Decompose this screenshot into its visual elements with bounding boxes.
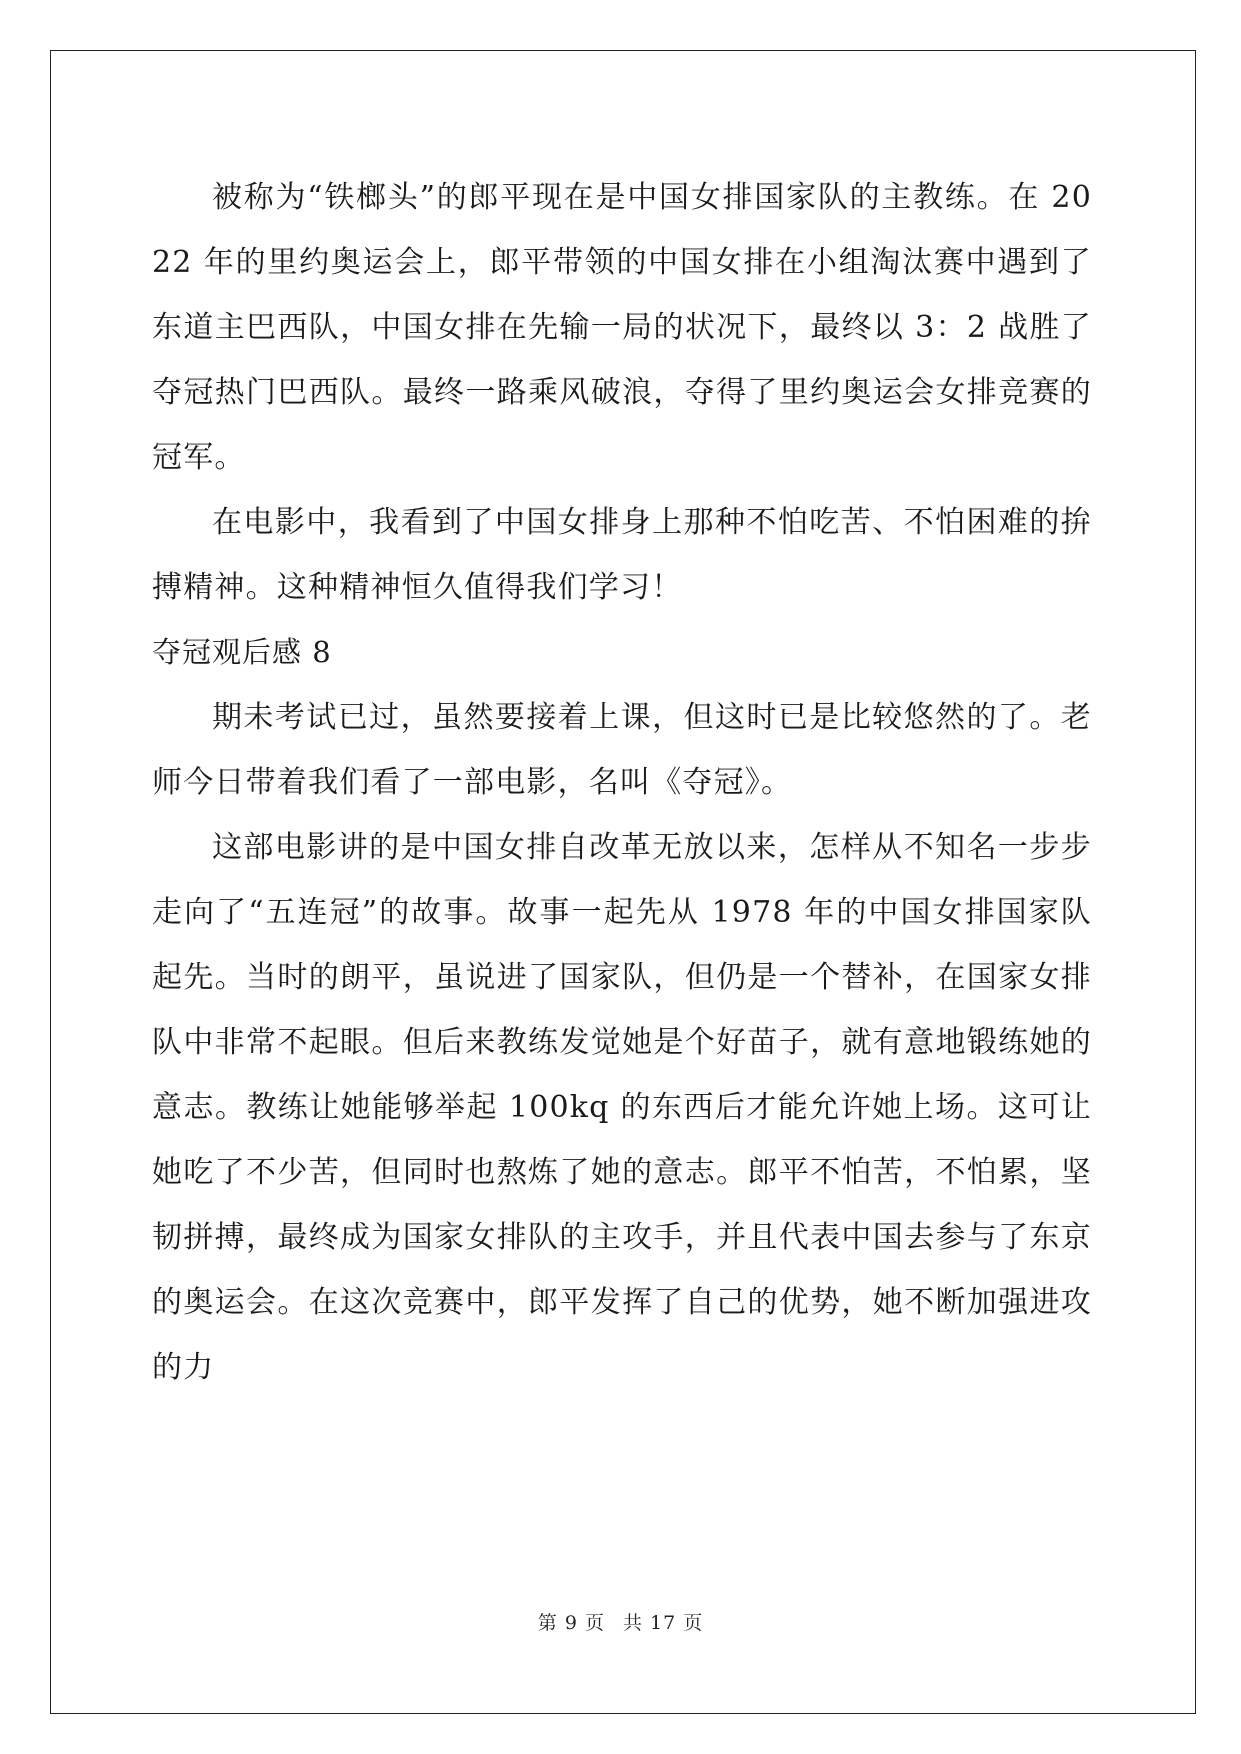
page-total: 共 17 页 [622,1612,704,1634]
document-body [152,165,1092,1400]
paragraph-movie-story: 这部电影讲的是中国女排自改革无放以来，怎样从不知名一步步走向了“五连冠”的故事。故事一起先从 1978 年的中国女排国家队起先。当时的朗平，虽说进了国家队，但仍是一个替补，在国家女排队中非常不起眼。但后来教练发觉她是个好苗子，就有意地锻练她的意志。教练让她能够举起 100kq 的东西后才能允许她上场。这可让她吃了不少苦，但同时也熬炼了她的意志。郎平不怕苦，不怕累，坚韧拼搏，最终成为国家女排队的主攻手，并且代表中国去参与了东京的奥运会。在这次竞赛中，郎平发挥了自己的优势，她不断加强进攻的力 [152,830,1092,1385]
page-number: 第 9 页 [537,1612,605,1634]
page-footer [0,1608,1241,1635]
paragraph-fighting-spirit: 在电影中，我看到了中国女排身上那种不怕吃苦、不怕困难的拚搏精神。这种精神恒久值得我们学习！ [152,505,1092,605]
paragraph-lang-ping-coach: 被称为“铁榔头”的郎平现在是中国女排国家队的主教练。在 2022 年的里约奥运会上，郎平带领的中国女排在小组淘汰赛中遇到了东道主巴西队，中国女排在先输一局的状况下，最终以 3：2 战胜了夺冠热门巴西队。最终一路乘风破浪，夺得了里约奥运会女排竞赛的冠军。 [152,180,1092,475]
section-heading: 夺冠观后感 8 [152,635,332,669]
paragraph-exam-movie: 期未考试已过，虽然要接着上课，但这时已是比较悠然的了。老师今日带着我们看了一部电影，名叫《夺冠》。 [152,700,1092,800]
